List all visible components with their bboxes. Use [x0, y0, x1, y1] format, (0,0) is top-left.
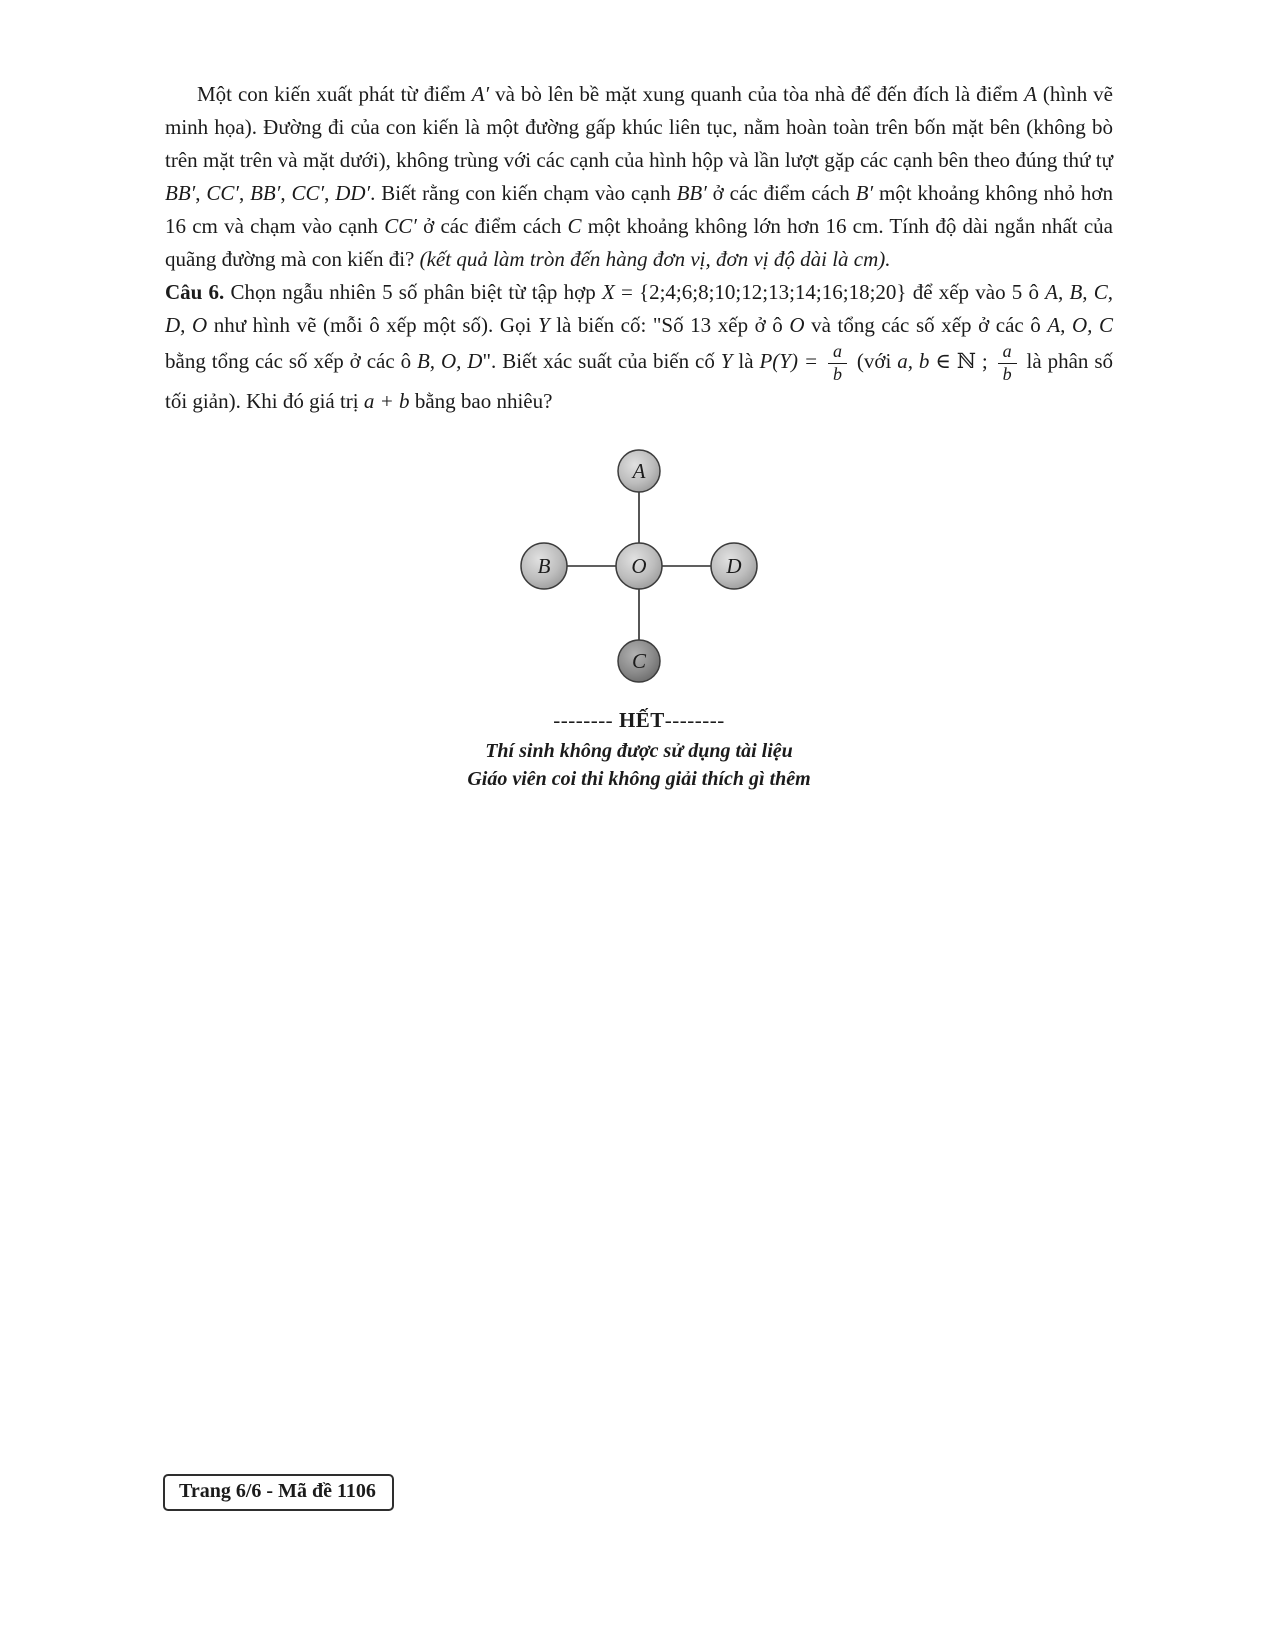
- fraction: [998, 342, 1017, 385]
- text-run: HẾT: [618, 707, 665, 732]
- diagram-node-A: [618, 450, 660, 492]
- text-run: BB′: [676, 181, 707, 205]
- text-run: Câu 6.: [165, 280, 225, 304]
- text-run: bằng tổng các số xếp ở các ô: [165, 349, 417, 374]
- diagram-svg: [514, 444, 764, 684]
- text-run: ". Biết xác suất của biến cố: [482, 349, 721, 374]
- text-run: Y: [720, 349, 733, 374]
- text-run: . Biết rằng con kiến chạm vào cạnh: [370, 181, 677, 205]
- text-run: B′: [855, 181, 874, 205]
- fraction-numerator: a: [828, 342, 847, 364]
- text-run: ,: [324, 181, 336, 205]
- text-run: ,: [280, 181, 292, 205]
- text-run: bằng bao nhiêu?: [409, 388, 553, 413]
- text-run: O: [789, 313, 805, 337]
- text-run: ,: [238, 181, 251, 205]
- text-run: CC′: [384, 214, 417, 238]
- text-run: (hình vẽ minh họa). Đường đi của con kiến là một đường gấp khúc liên tục, nằm hoàn toàn trên bốn mặt bên (không bò trên mặt trên và mặt dưới), không trùng với các cạnh của hình hộp và lần lượt gặp các cạnh bên theo đúng thứ tự: [165, 82, 1113, 172]
- question-6-paragraph: [165, 276, 1113, 418]
- text-run: DD′: [335, 181, 371, 205]
- text-run: B, O, D: [416, 349, 483, 374]
- text-run: Chọn ngẫu nhiên 5 số phân biệt từ tập hợp: [224, 280, 602, 304]
- text-run: là biến cố: "Số 13 xếp ở ô: [549, 313, 790, 337]
- text-run: CC′: [206, 181, 239, 205]
- text-run: X: [601, 280, 615, 304]
- text-run: a + b: [363, 388, 410, 413]
- text-run: BB′: [250, 181, 281, 205]
- text-run: A, O, C: [1047, 313, 1113, 337]
- end-line: [165, 704, 1113, 737]
- text-run: một khoảng không nhỏ hơn 16 cm và chạm vào cạnh: [165, 181, 1114, 238]
- node-label-O: O: [631, 553, 647, 578]
- text-run: ,: [195, 181, 207, 205]
- text-run: A: [1024, 82, 1037, 106]
- text-run: ∈ ℕ ;: [929, 349, 994, 374]
- problem-ant-paragraph: [165, 78, 1113, 276]
- text-run: BB′: [165, 181, 196, 205]
- text-run: là phân số tối giản). Khi đó giá trị: [165, 349, 1113, 413]
- text-run: (kết quả làm tròn đến hàng đơn vị, đơn vị độ dài là cm).: [419, 247, 891, 271]
- node-label-B: B: [537, 553, 551, 578]
- note-no-materials: Thí sinh không được sử dụng tài liệu: [485, 739, 793, 762]
- text-run: Một con kiến xuất phát từ điểm: [197, 82, 472, 106]
- text-run: A′: [471, 82, 490, 106]
- text-run: và bò lên bề mặt xung quanh của tòa nhà để đến đích là điểm: [489, 82, 1025, 106]
- text-run: ở các điểm cách: [706, 181, 856, 205]
- page-number-label: Trang 6/6 - Mã đề 1106: [179, 1480, 376, 1502]
- text-run: P(Y) =: [759, 349, 824, 374]
- text-run: (với: [850, 349, 898, 374]
- fraction-numerator: a: [998, 342, 1017, 364]
- text-run: A, B, C, D, O: [165, 280, 1113, 337]
- fraction-denominator: b: [1002, 363, 1012, 384]
- text-run: a, b: [897, 349, 930, 374]
- node-label-A: A: [632, 458, 646, 483]
- text-run: là: [732, 349, 760, 374]
- node-label-C: C: [631, 648, 647, 673]
- text-run: như hình vẽ (mỗi ô xếp một số). Gọi: [207, 313, 538, 337]
- diagram-node-C: [618, 640, 660, 682]
- diagram-node-D: [711, 543, 757, 589]
- note-no-explanation: Giáo viên coi thi không giải thích gì thêm: [467, 767, 811, 790]
- fraction: [828, 342, 847, 385]
- text-run: CC′: [291, 181, 325, 205]
- text-run: C: [567, 214, 582, 238]
- diagram-node-B: [521, 543, 567, 589]
- diagram: [165, 444, 1113, 684]
- fraction-denominator: b: [832, 363, 842, 384]
- text-run: và tổng các số xếp ở các ô: [804, 313, 1048, 337]
- node-label-D: D: [726, 553, 742, 578]
- page-number-box: [163, 1474, 394, 1511]
- text-run: Y: [537, 313, 550, 337]
- text-run: --------: [553, 707, 619, 732]
- diagram-node-O: [616, 543, 662, 589]
- text-run: = {2;4;6;8;10;12;13;14;16;18;20} để xếp vào 5 ô: [614, 280, 1046, 304]
- text-run: --------: [664, 707, 725, 732]
- text-run: một khoảng không lớn hơn 16 cm. Tính độ dài ngắn nhất của quãng đường mà con kiến đi?: [165, 214, 1113, 271]
- content-area: [165, 78, 1113, 793]
- text-run: ở các điểm cách: [416, 214, 568, 238]
